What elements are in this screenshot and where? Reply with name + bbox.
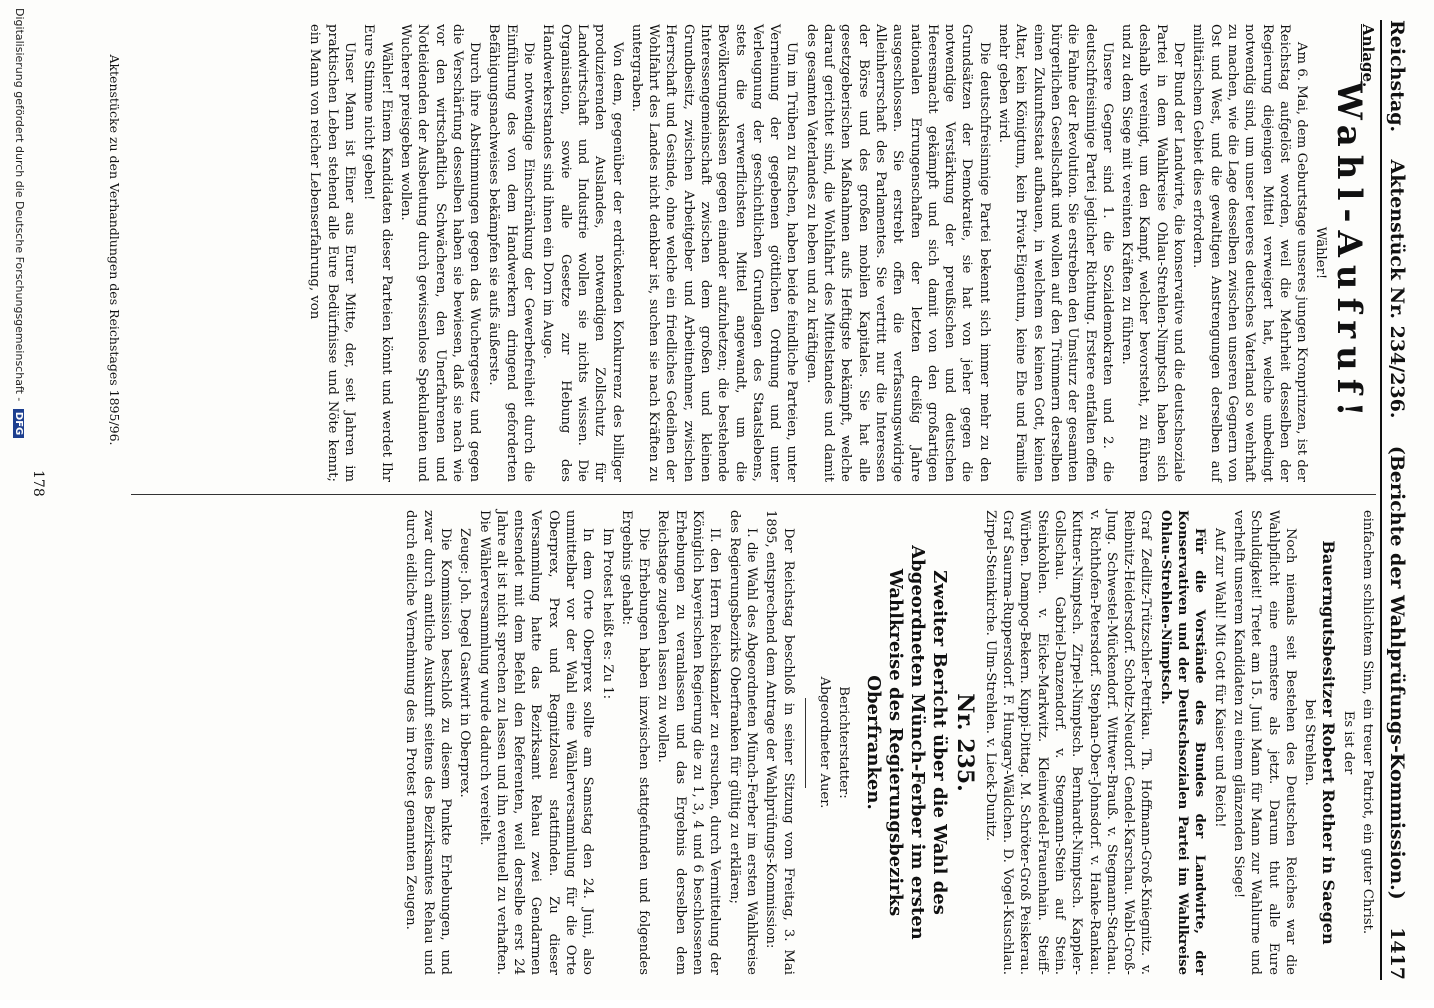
digitalisierung-note [8, 0, 26, 1008]
header-commission: (Berichte der Wahlprüfungs-Kommission.) [1386, 445, 1408, 900]
paragraph: Auf zur Wahl! Mit Gott für Kaiser und Reich! [1211, 528, 1227, 828]
waehler-salutation: Wähler! [1313, 226, 1329, 280]
paragraph: Die notwendige Einschränkung der Gewerbefreiheit durch die Einführung des von dem Handwerkern dringend geforderten Befähigungsnachweises bekämpfen sie aufs äußerste. [486, 24, 537, 482]
berichterstatter: Berichterstatter: [836, 686, 852, 799]
es-ist-der: Es ist der [1340, 710, 1356, 775]
paragraph: Noch niemals seit Bestehen des Deutschen Reiches war die Wahlpflicht eine ernstere als jetzt. Darum thut alle Eure Schuldigkeit! Tretet am 15. Juni Mann für Mann zur Wahlurne und verhelft unserem Kandidaten zu einem glänzenden Siege! [1230, 510, 1298, 975]
candidate-location: bei Strehlen. [1302, 699, 1318, 786]
paragraph: Durch ihre Abstimmungen gegen das Wuchergesetz und gegen die Verschärfung desselben haben sie bewiesen, daß sie nach wie vor den wirtschaftlich Schwächeren, den Unerfahrenen und Notleidenden der Ausbeutung durch gewissenlose Spekulanten und Wucherer preisgeben wollen. [397, 24, 483, 482]
page-header [1380, 20, 1426, 980]
separator-rule [805, 698, 806, 788]
paragraph: Wähler! Einem Kandidaten dieser Parteien könnt und werdet Ihr Eure Stimme nicht geben! [361, 24, 394, 482]
paragraph: Die Erhebungen haben inzwischen stattgefunden und folgendes Ergebnis gehabt: [618, 510, 652, 975]
signatories: Graf Zedlitz-Trützschler-Petrikau. Th. Hoffmann-Groß-Kniegnitz. v. Reibnitz-Heidersdorf. Scholtz-Neudorf. Gendel-Karschau. Wabl-Groß-Jung. Schwestel-Mückendorf. Wittwer-Brauß. v. Stegmann-Stachau. v. Richthofen-Petersdorf. Stephan-Ober-Johnsdorf. v. Hanke-Rankau. Kuttner-Nimptsch. Zirpel-Nimptsch. Bernhardt-Nimptsch. Kappler-Gollschau. Gabriel-Danzendorf. v. Stegmann-Stein auf Stein. Steinkohlen. v. Eicke-Markwitz. Kleinwiedel-Frauenhain. Steiff-Würben. Dampog-Bekern. Kuppi-Dittag. M. Schröter-Groß Peiskerau. Graf Saurma-Ruppersdorf. F. Hungary-Wäldchen. D. Vogel-Kuschlau. Zirpel-Steinkirche. Ulm-Strehlen. v. Lieck-Dunitz. [982, 510, 1154, 975]
candidate-name: Bauerngutsbesitzer Robert Rother in Saegen [1319, 540, 1339, 945]
digitalisierung-text: Digitalisierung gefördert durch die Deutsche Forschungsgemeinschaft - [13, 8, 26, 402]
paragraph: I. die Wahl des Abgeordneten Münch-Ferber im ersten Wahlkreise des Regierungsbezirks Oberfranken für gültig zu erklären; [726, 510, 759, 975]
paragraph: Die deutschfreisinnige Partei bekennt sich immer mehr zu den Grundsätzen der Demokratie, sie hat von jeher gegen die notwendige Verstärkung der preußischen und deutschen Heeresmacht gekämpft und sich damit von den großartigen nationalen Errungenschaften der letzten dreißig Jahre ausgeschlossen. Sie erstrebt offen die verfassungswidrige Alleinherrschaft des Parlamentes. Sie vertritt nur die Interessen der Börse und des großen mobilen Kapitales. Sie hat alle gesetzgeberischen Maßnahmen aufs Heftigste bekämpft, welche darauf gerichtet sind, die Wohlfahrt des Mittelstandes und damit des gesamten Vaterlandes zu heben und zu kräftigen. [803, 24, 992, 482]
paragraph: Unsere Gegner sind 1. die Sozialdemokraten und 2. die deutschfreisinnige Partei jeglicher Richtung. Erstere entfalten offen die Fahne der Revolution. Sie erstreben den Umsturz der gesamten bürgerlichen Gesellschaft und wollen auf den Trümmern derselben einen Zukunftsstaat aufbauen, in welchem es keinen Gott, keinen Altar, kein Königtum, kein Privat-Eigentum, keine Ehe und Familie mehr geben wird. [996, 24, 1115, 482]
paragraph: II. den Herrn Reichskanzler zu ersuchen, durch Vermittelung der Königlich bayerischen Regierung die zu 1, 3, 4 und 6 beschlossenen Erhebungen zu veranlassen und das Ergebnis derselben dem Reichstage zugehen lassen zu wollen. [655, 510, 723, 975]
header-aktenstueck: Aktenstück Nr. 234/236. [1386, 159, 1408, 419]
left-column [304, 24, 1376, 482]
header-reichstag: Reichstag. [1386, 20, 1408, 133]
nr-235-heading: Nr. 235. [952, 693, 979, 792]
wahl-aufruf-title: Wahl-Aufruf! [1328, 81, 1369, 425]
paragraph: Zeuge: Joh. Degel Gastwirt in Oberprex. [457, 528, 473, 798]
footer-page-number: 178 [30, 470, 46, 497]
paragraph: In dem Orte Oberprex sollte am Samstag den 24. Juni, also unmittelbar vor der Wahl eine Wählerversammlung für die Orte Oberprex, Prex und Regnitzlosau stattfinden. Zu dieser Versammlung hatte das Bezirksamt Rehau zwei Gendarmen entsendet mit dem Befehl den Referenten, weil derselbe erst 24 Jahre alt ist nicht sprechen zu lassen und ihn eventuell zu verhaften. Die Wählerversammlung wurde dadurch vereitelt. [476, 510, 596, 975]
paragraph: Der Bund der Landwirte, die konservative und die deutschsoziale Partei in dem Wahlkreise Ohlau-Strehlen-Nimptsch haben sich deshalb vereinigt, um den Kampf, welcher bevorsteht, zu führen und zu dem Siege mit vereinten Kräften zu führen. [1119, 24, 1187, 482]
paragraph: Der Reichstag beschloß in seiner Sitzung vom Freitag, 3. Mai 1895, entsprechend dem Antrage der Wahlprüfungs-Kommission: [763, 510, 796, 975]
paragraph: Unser Mann ist Einer aus Eurer Mitte, der, seit Jahren im praktischen Leben stehend alle Eure Bedürfnisse und Nöte kennt; ein Mann von reicher Lebenserfahrung, von [307, 24, 358, 482]
paragraph: Die Kommission beschloß zu diesem Punkte Erhebungen, und zwar durch amtliche Auskunft seitens des Bezirksamtes Rehau und durch eidliche Vernehmung des im Protest genannten Zeugen. [403, 510, 453, 975]
report-title: Zweiter Bericht über die Wahl des Abgeordneten Münch-Ferber im ersten Wahlkreise des Regierungsbezirks Oberfranken. [863, 545, 951, 940]
paragraph: Um im Trüben zu fischen, haben beide feindliche Parteien, unter Verneinung der gegebenen göttlichen Ordnung und unter Verleugnung der geschichtlichen Grundlagen des Staatslebens, stets die verwerflichsten Mittel angewandt, um die Bevölkerungsklassen gegen einander aufzuhetzen; die bestehende Interessengemeinschaft zwischen dem großen und kleinen Grundbesitz, zwischen Arbeitgeber und Arbeitnehmer, zwischen Herrschaft und Gesinde, ohne welche ein friedliches Gedeihen der Wohlfahrt des Landes nicht denkbar ist, suchen sie nach Kräften zu untergraben. [628, 24, 800, 482]
dfg-logo: DFG [13, 409, 24, 438]
footer-aktenstuecke: Aktenstücke zu den Verhandlungen des Reichstages 1895/96. [107, 54, 122, 446]
header-page-number: 1417 [1386, 927, 1408, 980]
abgeordneter: Abgeordneter Auer. [816, 676, 832, 809]
anlage-heading: Anlage. [1359, 24, 1377, 88]
paragraph: Im Protest heißt es: Zu 1: [599, 528, 615, 700]
paragraph: Am 6. Mai, dem Geburtstage unseres jungen Kronprinzen, ist der Reichstag aufgelöst worden, weil die Mehrheit desselben der Regierung diejenigen Mittel verweigert hat, welche unbedingt notwendig sind, um unser teueres deutsches Vaterland so wehrhaft zu machen, wie die Lage desselben zwischen unseren Gegnern von Ost und West, und die gewaltigen Anstrengungen derselben auf militärischem Gebiet dies erfordern. [1190, 24, 1310, 482]
paragraph: einfachem schlichtem Sinn, ein treuer Patriot, ein guter Christ. [1360, 510, 1375, 935]
paragraph: Von dem, gegenüber der erdrückenden Konkurrenz des billiger produzierenden Auslandes, notwendigen Zollschutz für Landwirtschaft und Industrie wollen sie nichts wissen. Die Organisation, sowie alle Gesetze zur Hebung des Handwerkerstandes sind ihnen ein Dorn im Auge. [540, 24, 625, 482]
column-divider [131, 494, 1376, 495]
vorstaende-heading: Für die Vorstände des Bundes der Landwirte, der Konservativen und der Deutschsozialen Partei im Wahlkreise Ohlau-Strehlen-Nimptsch. [1157, 510, 1208, 975]
right-column [400, 510, 1376, 975]
